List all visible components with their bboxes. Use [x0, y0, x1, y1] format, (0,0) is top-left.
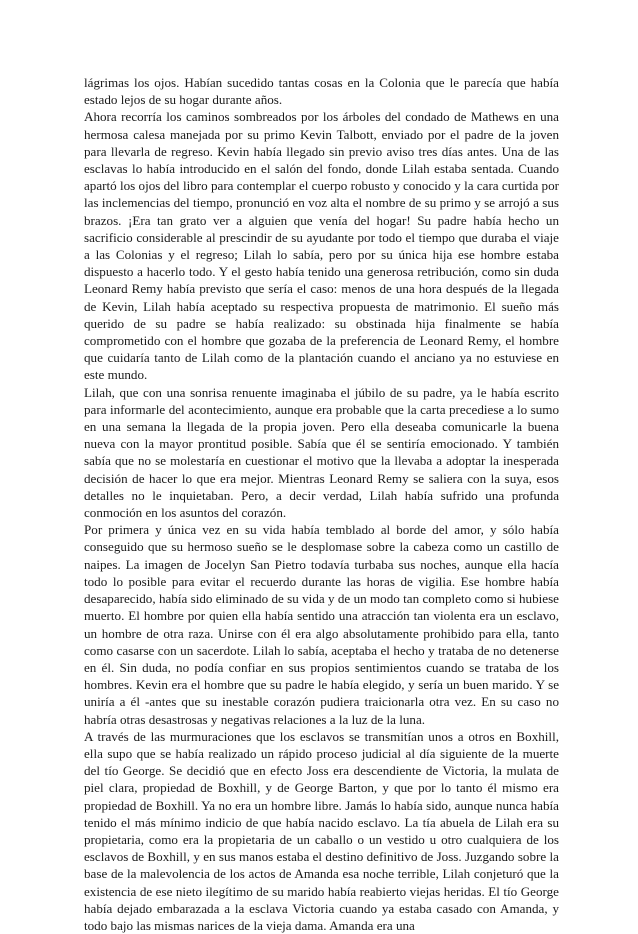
page-body: [84, 74, 559, 934]
paragraph-1: lágrimas los ojos. Habían sucedido tantas cosas en la Colonia que le parecía que había estado lejos de su hogar durante años.: [84, 75, 559, 108]
paragraph-2: Ahora recorría los caminos sombreados por los árboles del condado de Mathews en una hermosa calesa manejada por su primo Kevin Talbott, enviado por el padre de la joven para llevarla de regreso. Kevin había llegado sin previo aviso tres días antes. Una de las esclavas lo había introducido en el salón del fondo, donde Lilah estaba sentada. Cuando apartó los ojos del libro para contemplar el cuerpo robusto y conocido y la cara curtida por las inclemencias del tiempo, pronunció en voz alta el nombre de su primo y se arrojó a sus brazos. ¡Era tan grato ver a alguien que venía del hogar! Su padre había hecho un sacrificio considerable al prescindir de su ayudante por todo el tiempo que duraba el viaje a las Colonias y el regreso; Lilah lo sabía, pero por su única hija ese hombre estaba dispuesto a hacerlo todo. Y el gesto había tenido una generosa retribución, como sin duda Leonard Remy había previsto que sería el caso: menos de una hora después de la llegada de Kevin, Lilah había aceptado su respectiva propuesta de matrimonio. El sueño más querido de su padre se había realizado: su obstinada hija finalmente se había comprometido con el hombre que gozaba de la preferencia de Leonard Remy, el hombre que cuidaría tanto de Lilah como de la plantación cuando el anciano ya no estuviese en este mundo.: [84, 109, 559, 383]
paragraph-5: A través de las murmuraciones que los esclavos se transmitían unos a otros en Boxhill, ella supo que se había realizado un rápido proceso judicial al día siguiente de la muerte del tío George. Se decidió que en efecto Joss era descendiente de Victoria, la mulata de piel clara, propiedad de Boxhill, y de George Barton, y que por lo tanto él mismo era propiedad de Boxhill. Ya no era un hombre libre. Jamás lo había sido, aunque nunca había tenido el más mínimo indicio de que había nacido esclavo. La tía abuela de Lilah era su propietaria, como era la propietaria de un caballo o un vestido u otro cualquiera de los esclavos de Boxhill, y en sus manos estaba el destino definitivo de Joss. Juzgando sobre la base de la malevolencia de los actos de Amanda esa noche terrible, Lilah conjeturó que la existencia de ese nieto ilegítimo de su marido había reabierto viejas heridas. El tío George había dejado embarazada a la esclava Victoria cuando ya estaba casado con Amanda, y todo bajo las mismas narices de la vieja dama. Amanda era una: [84, 728, 559, 933]
paragraph-3: Lilah, que con una sonrisa renuente imaginaba el júbilo de su padre, ya le había escrito para informarle del acontecimiento, aunque era probable que la carta precediese a lo sumo en una semana la llegada de la propia joven. Pero ella deseaba comunicarle la buena nueva con la mayor prontitud posible. Sabía que él se sentiría emocionado. Y también sabía que no se molestaría en cuestionar el motivo que la llevaba a adoptar la inesperada decisión de hacer lo que era mejor. Mientras Leonard Remy se saliera con la suya, esos detalles no le inquietaban. Pero, a decir verdad, Lilah había sufrido una profunda conmoción en los asuntos del corazón.: [84, 384, 559, 521]
paragraph-4: Por primera y única vez en su vida había temblado al borde del amor, y sólo había conseguido que su hermoso sueño se le desplomase sobre la cabeza como un castillo de naipes. La imagen de Jocelyn San Pietro todavía turbaba sus noches, aunque ella hacía todo lo posible para evitar el recuerdo durante las horas de vigilia. Ese hombre había desaparecido, había sido eliminado de su vida y de un modo tan completo como si hubiese muerto. El hombre por quien ella había sentido una atracción tan violenta era un esclavo, un hombre de otra raza. Unirse con él era algo absolutamente prohibido para ella, tanto como casarse con un sacerdote. Lilah lo sabía, aceptaba el hecho y trataba de no detenerse en él. Sin duda, no podía confiar en sus propios sentimientos cuando se trataba de los hombres. Kevin era el hombre que su padre le había elegido, y sería un buen marido. Y se uniría a él -antes que su inestable corazón pudiera traicionarla otra vez. En su caso no habría otras desastrosas y negativas relaciones a la luz de la luna.: [84, 522, 559, 727]
